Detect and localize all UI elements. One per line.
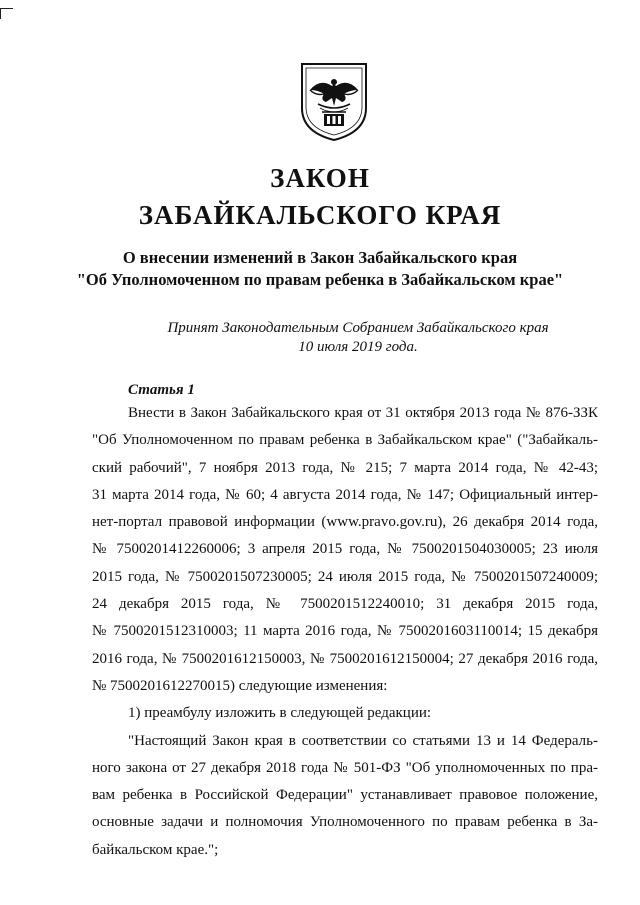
- article-text-line: "Настоящий Закон края в соответствии со статьями 13 и 14 Федераль-: [128, 732, 598, 749]
- law-subtitle-line1: О внесении изменений в Закон Забайкальского края: [122, 248, 518, 267]
- article-text-line: Внести в Закон Забайкальского края от 31 октября 2013 года № 876-ЗЗК: [128, 405, 598, 421]
- article-text-line: основные задачи и полномочия Уполномоченного по правам ребенка в За-: [92, 814, 598, 831]
- adoption-note-line1: Принят Законодательным Собранием Забайкальского края: [167, 320, 549, 336]
- article-text-line: 2016 года, № 7500201612150003, № 7500201612150004; 27 декабря 2016 года,: [92, 650, 598, 667]
- law-subtitle-line2: "Об Уполномоченном по правам ребенка в Забайкальском крае": [76, 270, 564, 289]
- article-text-line: "Об Уполномоченном по правам ребенка в Забайкальском крае" ("Забайкаль-: [92, 432, 598, 449]
- article-text-line: нет-портал правовой информации (www.pravo.gov.ru), 26 декабря 2014 года,: [92, 514, 598, 531]
- article-text-line: 1) преамбулу изложить в следующей редакции:: [128, 705, 432, 722]
- adoption-date: 10 июля 2019 года.: [298, 339, 418, 355]
- article-text-line: байкальском крае.";: [92, 841, 219, 858]
- coat-of-arms-emblem: [298, 60, 370, 142]
- article-text-line: ного закона от 27 декабря 2018 года № 501-ФЗ "Об уполномоченных по пра-: [92, 759, 598, 776]
- article-text-line: 24 декабря 2015 года, № 7500201512240010; 31 декабря 2015 года,: [92, 596, 598, 613]
- article-text-line: № 7500201412260006; 3 апреля 2015 года, № 7500201504030005; 23 июля: [92, 541, 598, 558]
- law-title: ЗАКОН: [270, 163, 370, 193]
- article-text-line: вам ребенка в Российской Федерации" устанавливает правовое положение,: [92, 787, 598, 804]
- article-text-line: 31 марта 2014 года, № 60; 4 августа 2014 года, № 147; Официальный интер-: [92, 486, 598, 503]
- corner-crop-mark: [0, 8, 13, 19]
- law-region-title: ЗАБАЙКАЛЬСКОГО КРАЯ: [138, 200, 502, 230]
- article-text-line: № 7500201512310003; 11 марта 2016 года, № 7500201603110014; 15 декабря: [92, 623, 598, 640]
- article-text-line: ский рабочий", 7 ноября 2013 года, № 215; 7 марта 2014 года, № 42-43;: [92, 459, 598, 476]
- article-text-line: 2015 года, № 7500201507230005; 24 июля 2015 года, № 7500201507240009;: [92, 568, 598, 585]
- article-heading: Статья 1: [128, 382, 195, 398]
- article-body: [92, 400, 598, 864]
- article-text-line: № 7500201612270015) следующие изменения:: [92, 677, 388, 694]
